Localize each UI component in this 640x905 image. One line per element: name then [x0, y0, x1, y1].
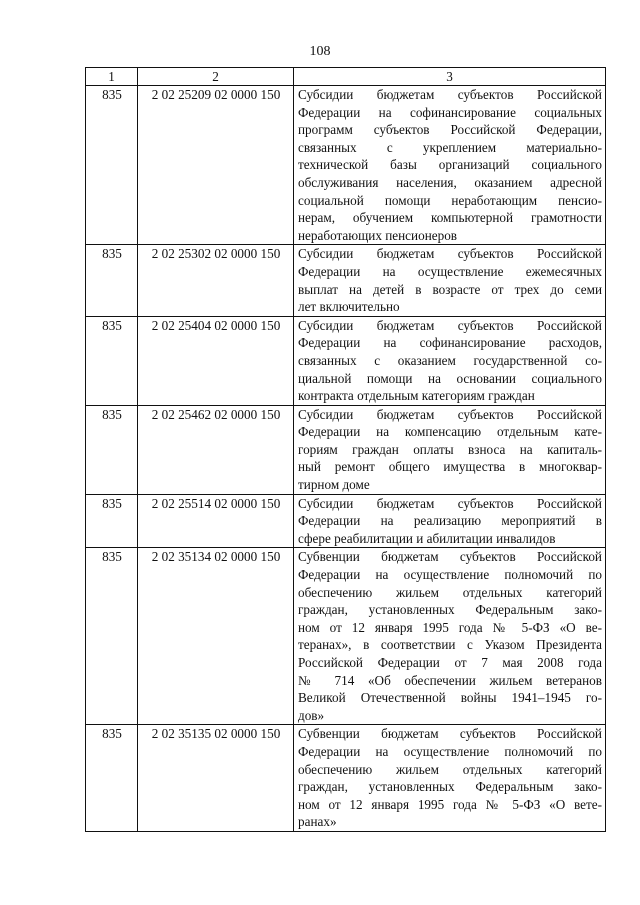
- revenue-name-line: Субсидии бюджетам субъектов Российской: [298, 406, 602, 422]
- revenue-name-line: ранах»: [298, 814, 337, 830]
- admin-code-cell: 835: [86, 494, 138, 548]
- revenue-name-line: Субсидии бюджетам субъектов Российской: [298, 87, 602, 102]
- revenue-name-line: Субсидии бюджетам субъектов Российской: [298, 246, 602, 262]
- revenue-name-line: связанных с укреплением материально-: [298, 139, 602, 155]
- table-row: [86, 316, 606, 405]
- revenue-name-line: нерам, обучением компьютерной грамотности: [298, 210, 602, 226]
- revenue-name-line: циальной помощи на основании социального: [298, 370, 602, 386]
- table-row: [86, 725, 606, 832]
- revenue-name-line: граждан, установленных Федеральным зако-: [298, 779, 602, 795]
- revenue-name-line: Федерации на реализацию мероприятий в: [298, 513, 602, 529]
- table-row: [86, 494, 606, 548]
- header-cell-1: 1: [86, 68, 138, 86]
- revenue-name-line: Субвенции бюджетам субъектов Российской: [298, 726, 602, 742]
- header-cell-2: 2: [138, 68, 294, 86]
- budget-code-cell: 2 02 25462 02 0000 150: [138, 405, 294, 494]
- revenue-name-line: Субсидии бюджетам субъектов Российской: [298, 495, 602, 511]
- revenue-name-line: гориям граждан оплаты взноса на капиталь-: [298, 441, 602, 457]
- revenue-name-line: дов»: [298, 707, 325, 723]
- page-number: 108: [309, 44, 331, 59]
- budget-code-cell: 2 02 25302 02 0000 150: [138, 245, 294, 316]
- budget-code-cell: 2 02 25209 02 0000 150: [138, 86, 294, 245]
- revenue-name-cell: [294, 725, 606, 832]
- revenue-name-line: Федерации на софинансирование социальных: [298, 104, 602, 120]
- revenue-name-line: контракта отдельным категориям граждан: [298, 388, 535, 404]
- table-row: [86, 405, 606, 494]
- revenue-name-cell: [294, 245, 606, 316]
- revenue-name-line: ный ремонт общего имущества в многоквар-: [298, 459, 602, 475]
- revenue-name-line: Великой Отечественной войны 1941–1945 го-: [298, 690, 602, 706]
- revenue-name-line: теранах», в соответствии с Указом Президента: [298, 637, 602, 653]
- revenue-name-line: Федерации на осуществление ежемесячных: [298, 263, 602, 279]
- revenue-name-line: Российской Федерации от 7 мая 2008 года: [298, 655, 602, 670]
- revenue-name-cell: [294, 494, 606, 548]
- revenue-name-line: обеспечению жильем отдельных категорий: [298, 584, 602, 600]
- admin-code-cell: 835: [86, 548, 138, 725]
- revenue-name-line: ном от 12 января 1995 года № 5-ФЗ «О вете-: [298, 796, 602, 812]
- revenue-name-line: Федерации на компенсацию отдельным кате-: [298, 424, 602, 440]
- revenue-name-line: неработающих пенсионеров: [298, 227, 458, 243]
- revenue-name-cell: [294, 548, 606, 725]
- table-header-row: [86, 68, 606, 86]
- revenue-name-line: тирном доме: [298, 477, 370, 493]
- budget-code-cell: 2 02 25404 02 0000 150: [138, 316, 294, 405]
- revenue-name-line: № 714 «Об обеспечении жильем ветеранов: [298, 672, 602, 688]
- revenue-name-line: Федерации на осуществление полномочий по: [298, 567, 602, 583]
- budget-code-cell: 2 02 25514 02 0000 150: [138, 494, 294, 548]
- admin-code-cell: 835: [86, 405, 138, 494]
- revenue-name-line: технической базы организаций социального: [298, 157, 602, 173]
- revenue-name-line: лет включительно: [298, 299, 400, 315]
- revenue-name-cell: [294, 86, 606, 245]
- revenue-name-line: Федерации на софинансирование расходов,: [298, 335, 602, 351]
- table-row: [86, 86, 606, 245]
- revenue-name-line: социальной помощи неработающим пенсио-: [298, 192, 602, 208]
- revenue-name-line: Федерации на осуществление полномочий по: [298, 743, 602, 759]
- revenue-name-cell: [294, 316, 606, 405]
- revenue-name-line: обеспечению жильем отдельных категорий: [298, 761, 602, 777]
- revenue-name-line: выплат на детей в возрасте от трех до семи: [298, 281, 602, 297]
- revenue-name-line: сфере реабилитации и абилитации инвалидов: [298, 530, 556, 546]
- header-cell-3: 3: [294, 68, 606, 86]
- budget-code-cell: 2 02 35135 02 0000 150: [138, 725, 294, 832]
- budget-code-cell: 2 02 35134 02 0000 150: [138, 548, 294, 725]
- revenue-name-line: Субсидии бюджетам субъектов Российской: [298, 317, 602, 333]
- budget-revenue-table: [85, 67, 606, 832]
- revenue-name-line: связанных с оказанием государственной со-: [298, 352, 602, 368]
- revenue-name-line: Субвенции бюджетам субъектов Российской: [298, 549, 602, 565]
- revenue-name-line: программ субъектов Российской Федерации,: [298, 122, 602, 138]
- admin-code-cell: 835: [86, 86, 138, 245]
- table-row: [86, 245, 606, 316]
- revenue-name-line: граждан, установленных Федеральным зако-: [298, 602, 602, 618]
- admin-code-cell: 835: [86, 245, 138, 316]
- admin-code-cell: 835: [86, 316, 138, 405]
- revenue-name-cell: [294, 405, 606, 494]
- admin-code-cell: 835: [86, 725, 138, 832]
- revenue-name-line: обслуживания населения, оказанием адресной: [298, 174, 602, 190]
- revenue-name-line: ном от 12 января 1995 года № 5-ФЗ «О ве-: [298, 619, 602, 635]
- table-row: [86, 548, 606, 725]
